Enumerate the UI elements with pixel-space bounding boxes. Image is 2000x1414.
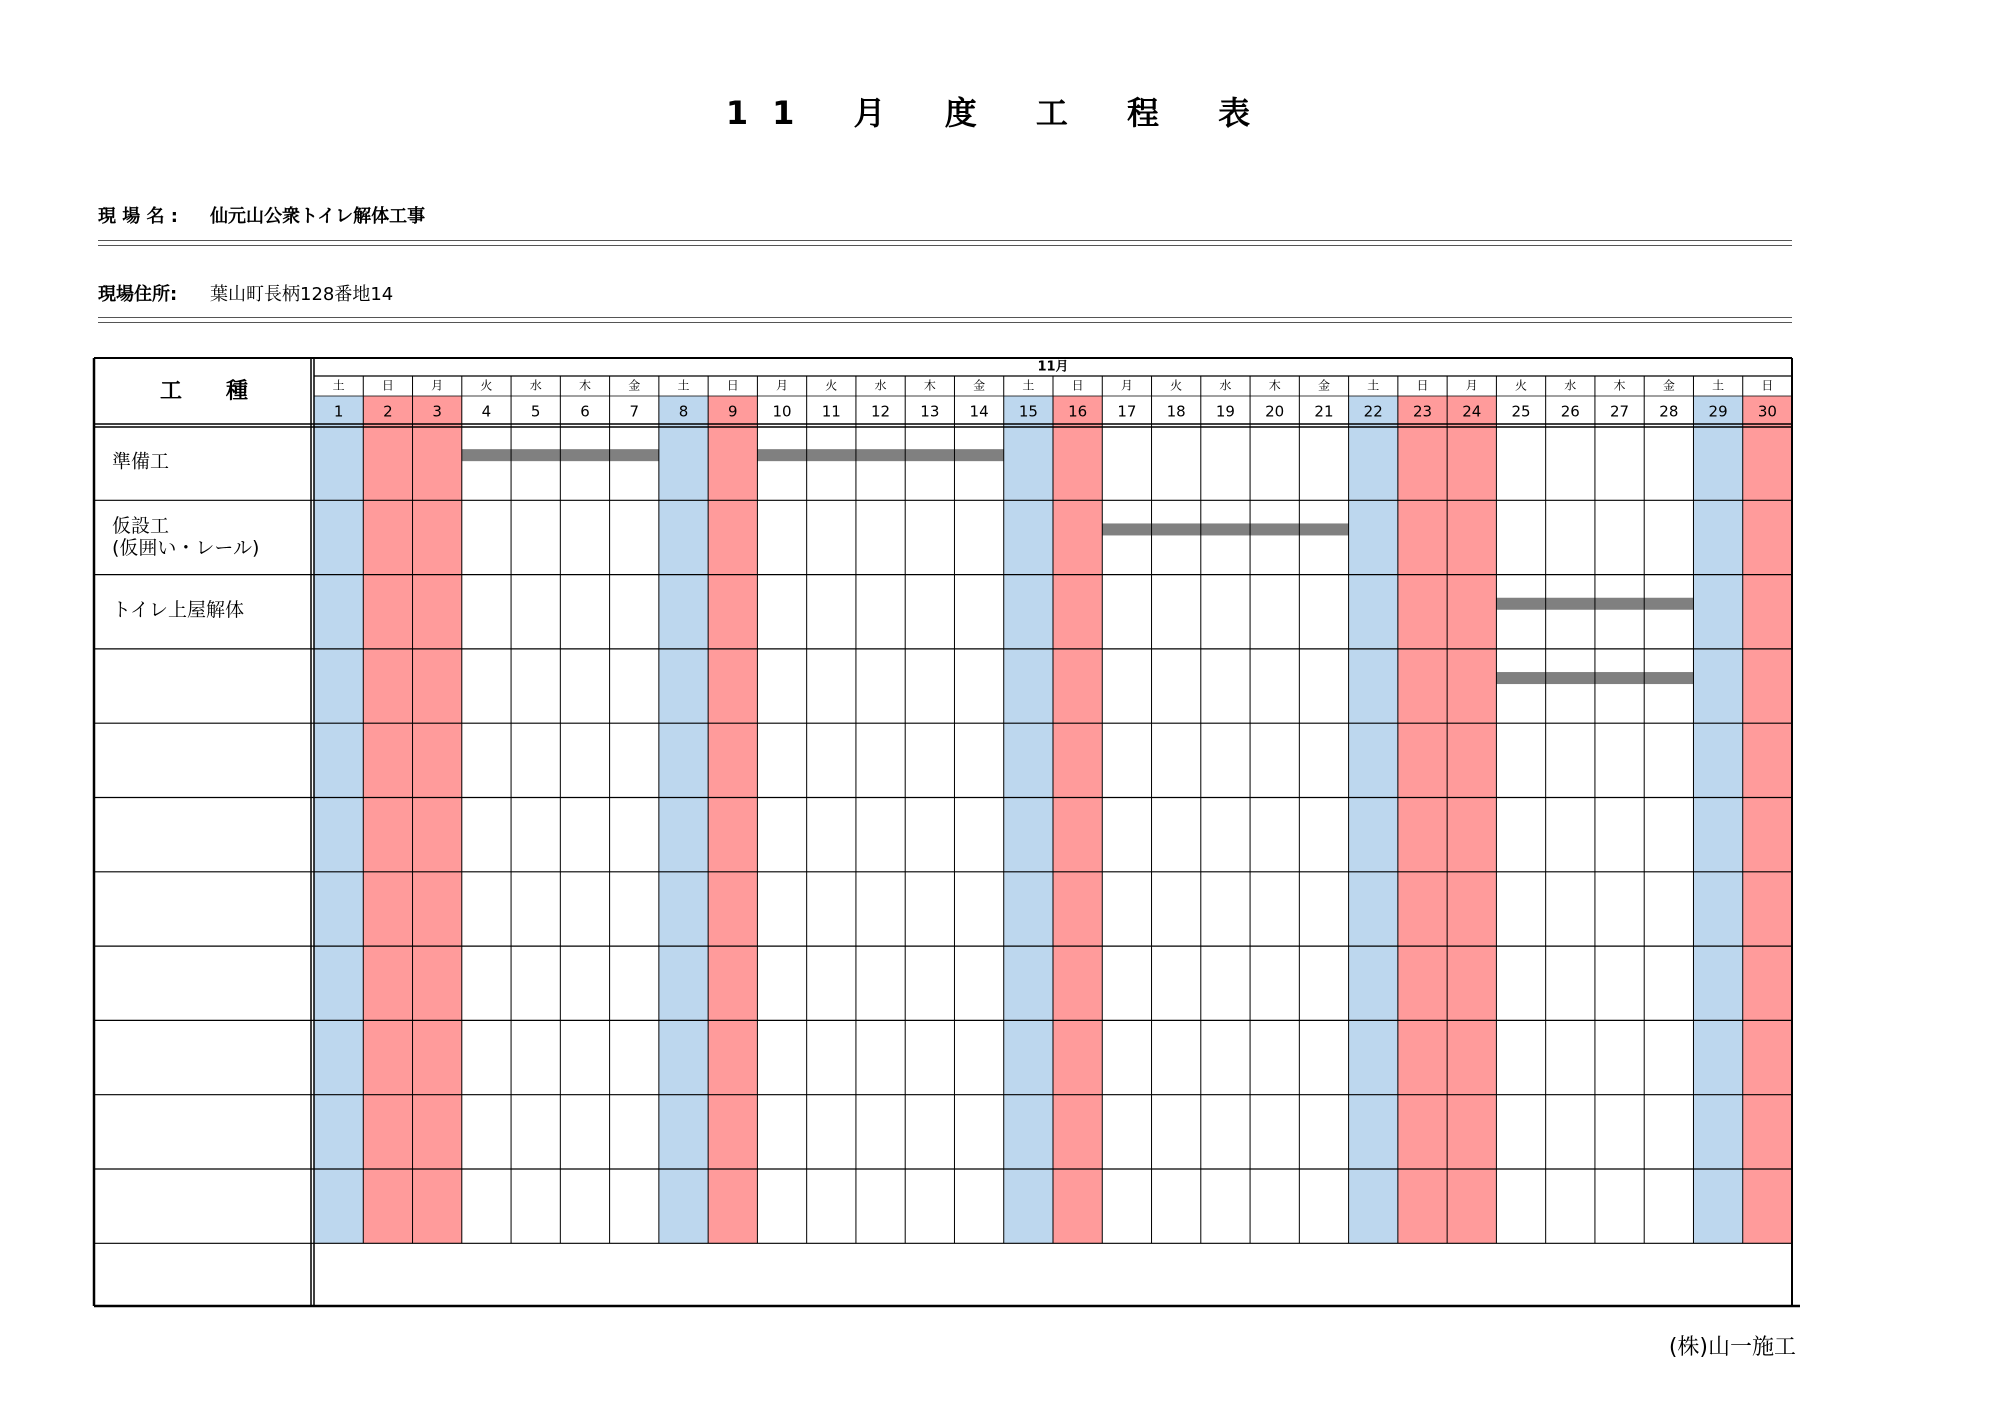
day-column-bg xyxy=(363,426,412,1243)
weekday-label: 日 xyxy=(381,378,394,393)
task-name: (仮囲い・レール) xyxy=(112,536,260,559)
date-label: 1 xyxy=(333,402,344,421)
date-label: 21 xyxy=(1314,402,1334,421)
day-column-bg xyxy=(659,426,708,1243)
weekday-label: 土 xyxy=(332,378,345,393)
date-label: 30 xyxy=(1757,402,1777,421)
date-label: 10 xyxy=(772,402,792,421)
weekday-label: 金 xyxy=(1317,378,1330,393)
date-label: 29 xyxy=(1708,402,1728,421)
weekday-label: 土 xyxy=(1022,378,1035,393)
weekday-label: 火 xyxy=(1515,378,1528,393)
site-address-value: 葉山町長柄128番地14 xyxy=(210,284,394,305)
work-type-header: 工 種 xyxy=(159,379,249,404)
weekday-label: 火 xyxy=(1170,378,1183,393)
weekday-label: 月 xyxy=(776,378,789,393)
date-label: 16 xyxy=(1068,402,1088,421)
weekday-label: 月 xyxy=(1120,378,1133,393)
schedule-bar xyxy=(757,449,1003,461)
weekday-label: 金 xyxy=(973,378,986,393)
weekday-label: 日 xyxy=(1416,378,1429,393)
day-column-bg xyxy=(708,426,757,1243)
date-label: 3 xyxy=(432,402,442,421)
date-label: 2 xyxy=(383,402,393,421)
weekday-label: 木 xyxy=(1268,378,1281,393)
date-label: 8 xyxy=(678,402,689,421)
date-label: 26 xyxy=(1560,402,1580,421)
date-label: 11 xyxy=(821,402,841,421)
date-label: 28 xyxy=(1659,402,1679,421)
date-label: 15 xyxy=(1018,402,1038,421)
task-name: トイレ上屋解体 xyxy=(112,599,245,622)
weekday-label: 土 xyxy=(1712,378,1725,393)
date-label: 24 xyxy=(1462,402,1482,421)
day-column-bg xyxy=(314,426,363,1243)
weekday-label: 日 xyxy=(1071,378,1084,393)
day-column-bg xyxy=(1447,426,1496,1243)
weekday-label: 日 xyxy=(1761,378,1774,393)
weekday-label: 火 xyxy=(825,378,838,393)
day-column-bg xyxy=(1693,426,1742,1243)
weekday-label: 木 xyxy=(923,378,936,393)
weekday-label: 水 xyxy=(874,378,887,393)
date-label: 7 xyxy=(629,402,640,421)
weekday-label: 水 xyxy=(1219,378,1232,393)
date-label: 18 xyxy=(1166,402,1186,421)
date-label: 23 xyxy=(1412,402,1433,421)
date-label: 4 xyxy=(481,402,492,421)
weekday-label: 金 xyxy=(1662,378,1675,393)
task-name: 仮設工 xyxy=(112,514,170,537)
day-column-bg xyxy=(1004,426,1053,1243)
site-name-value: 仙元山公衆トイレ解体工事 xyxy=(210,206,426,227)
date-label: 22 xyxy=(1363,402,1383,421)
weekday-label: 金 xyxy=(628,378,641,393)
date-label: 19 xyxy=(1215,402,1235,421)
day-column-bg xyxy=(1349,426,1398,1243)
date-label: 17 xyxy=(1117,402,1137,421)
weekday-label: 土 xyxy=(677,378,690,393)
date-label: 25 xyxy=(1511,402,1531,421)
schedule-bar xyxy=(1102,523,1348,535)
day-column-bg xyxy=(1743,426,1792,1243)
date-label: 6 xyxy=(580,402,590,421)
page-title: 11 月 度 工 程 表 xyxy=(725,94,1275,132)
day-column-bg xyxy=(1053,426,1102,1243)
site-name-label: 現 場 名 : xyxy=(98,206,178,227)
date-label: 27 xyxy=(1610,402,1630,421)
day-column-bg xyxy=(1398,426,1447,1243)
date-label: 5 xyxy=(530,402,541,421)
date-label: 14 xyxy=(969,402,989,421)
day-column-bg xyxy=(413,426,462,1243)
task-name: 準備工 xyxy=(112,450,170,473)
month-label: 11月 xyxy=(1037,359,1069,375)
weekday-label: 木 xyxy=(578,378,591,393)
weekday-label: 火 xyxy=(480,378,493,393)
weekday-label: 木 xyxy=(1613,378,1626,393)
date-label: 12 xyxy=(871,402,891,421)
company-name: (株)山一施工 xyxy=(1668,1335,1796,1360)
date-label: 13 xyxy=(920,402,940,421)
weekday-label: 月 xyxy=(1465,378,1478,393)
weekday-label: 日 xyxy=(726,378,739,393)
date-label: 9 xyxy=(727,402,738,421)
date-label: 20 xyxy=(1265,402,1285,421)
weekday-label: 土 xyxy=(1367,378,1380,393)
site-address-label: 現場住所: xyxy=(98,284,178,305)
weekday-label: 月 xyxy=(431,378,444,393)
weekday-label: 水 xyxy=(1564,378,1577,393)
weekday-label: 水 xyxy=(529,378,542,393)
